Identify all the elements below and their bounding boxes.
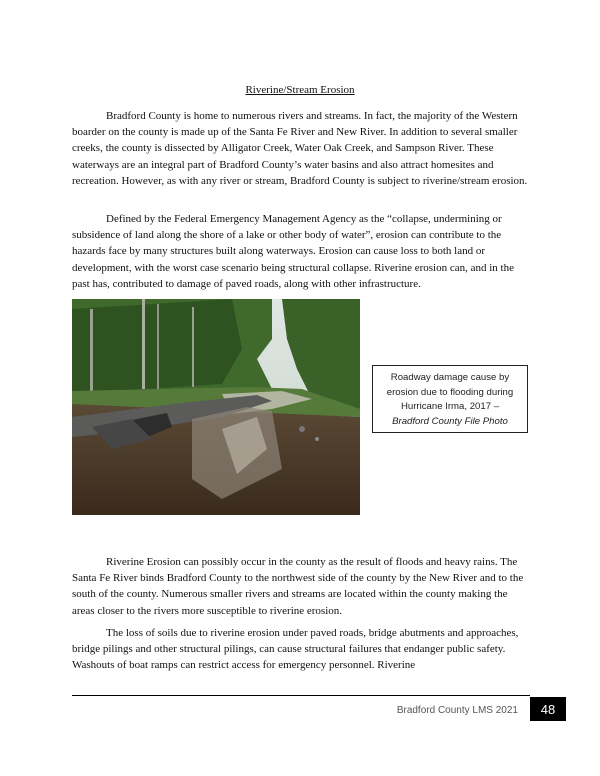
paragraph-impact: The loss of soils due to riverine erosion under paved roads, bridge abutments and approaches, bridge pilings and other structural pilings, can cause structural failures that endanger public safety. Washouts of boat ramps can restrict access for emergency personnel. Riverine	[72, 627, 519, 672]
page-number: 48	[530, 697, 566, 721]
paragraph-definition: Defined by the Federal Emergency Management Agency as the “collapse, undermining or subsidence of land along the shore of a lake or other body of water”, erosion can contribute to the hazards face by many structures built along waterways. Erosion can cause loss to both land or development, with the worst case scenario being structural collapse. Riverine erosion can, and in the past has, contributed to damage of paved roads, along with other infrastructure.	[72, 213, 514, 290]
footer-divider	[72, 695, 530, 696]
flood-damage-photo	[72, 299, 360, 515]
paragraph-intro: Bradford County is home to numerous rivers and streams. In fact, the majority of the Western boarder on the county is made up of the Santa Fe River and New River. In addition to several smaller creeks, the county is dissected by Alligator Creek, Water Oak Creek, and Sampson River. These waterways are an integral part of Bradford County’s water basins and also attract homesites and recreation. However, as with any river or stream, Bradford County is subject to riverine/stream erosion.	[72, 110, 528, 187]
photo-caption	[372, 365, 528, 433]
caption-text: Roadway damage cause by erosion due to flooding during Hurricane Irma, 2017 –	[386, 372, 514, 412]
paragraph-occurrence: Riverine Erosion can possibly occur in the county as the result of floods and heavy rains. The Santa Fe River binds Bradford County to the northwest side of the county by the New River and to the south of the county. Numerous smaller rivers and streams are located within the county making the areas closer to the rivers more susceptible to riverine erosion.	[72, 556, 524, 617]
footer-doc-label: Bradford County LMS 2021	[396, 705, 518, 716]
caption-credit: Bradford County File Photo	[392, 415, 508, 427]
section-heading: Riverine/Stream Erosion	[245, 84, 355, 96]
